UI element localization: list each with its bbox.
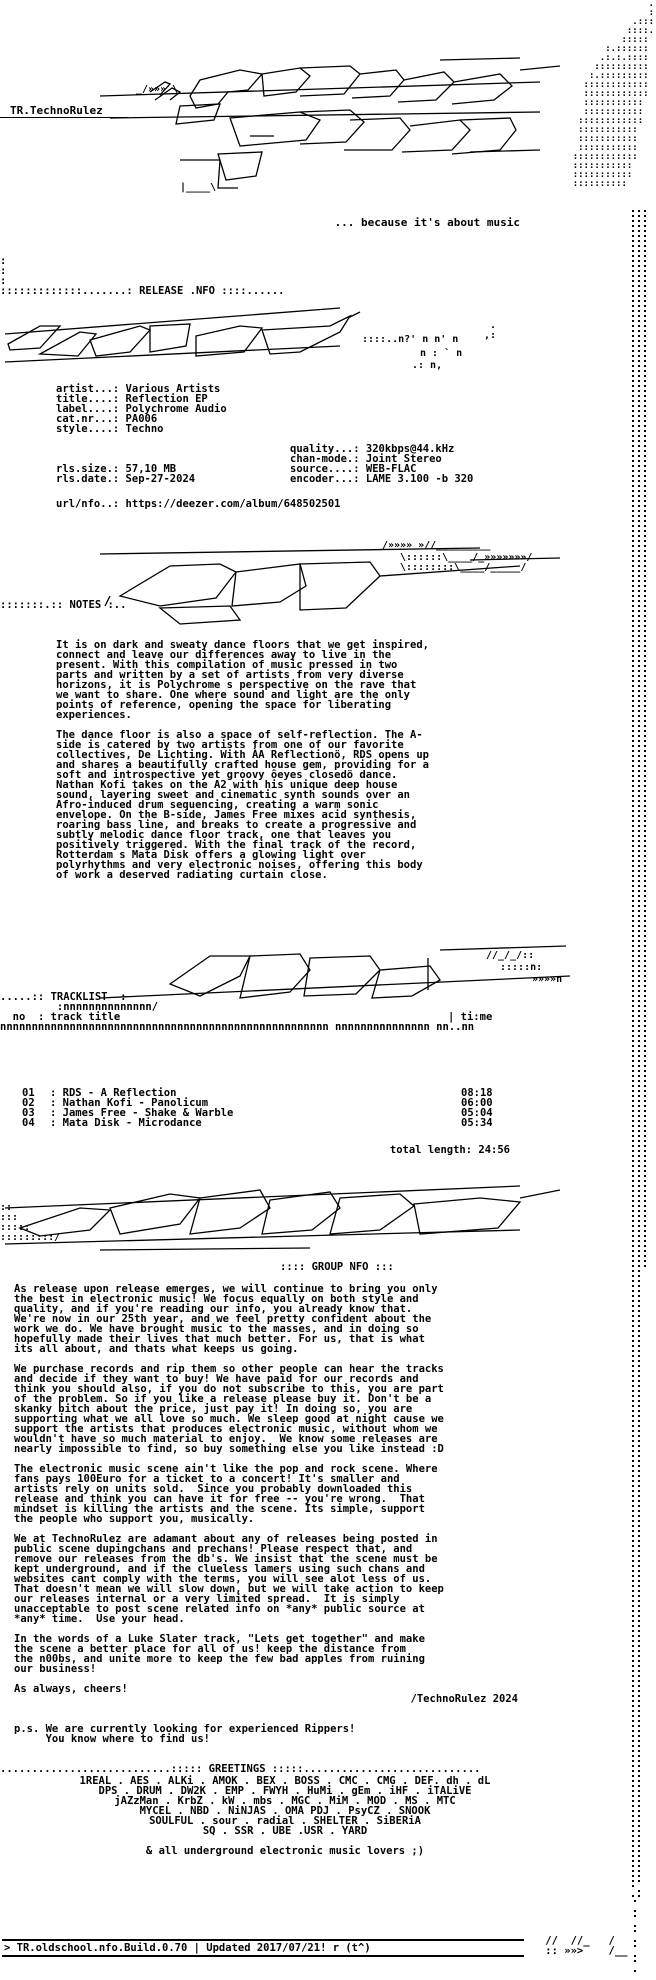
greetings-header-row bbox=[0, 1764, 480, 1774]
group-nfo-label: :::: GROUP NFO ::: bbox=[280, 1261, 394, 1273]
notes-paragraph-2: The dance floor is also a space of self-reflection. The A- side is catered by two artists from one of our favorite collectives, De Lichting. With ÀA Reflectionö, RDS opens up and shares a beautifully crafted house gem, providing for a soft and introspective yet groovy ôeyes closedö dance. Nathan Kofi takes on the A2 with his unique deep house sound, layering sweet and cinematic synth sounds over an Afro-induced drum sequencing, creating a warm sonic envelope. On the B-side, James Free mixes acid synthesis, roaring bass line, and breaks to create a progressive and subtly melodic dance floor track, one that leaves you positively triggered. With the final track of the record, Rotterdam s Mata Disk offers a glowing light over polyrhythms and very electronic noises, offering this body of work a deserved radiating curtain close. bbox=[56, 729, 429, 881]
release-nfo-title-row bbox=[0, 286, 284, 296]
svg-text::::::n:: :::::n: bbox=[500, 962, 543, 973]
style-value: Techno bbox=[125, 423, 164, 435]
tracklist-header-art bbox=[0, 936, 570, 1036]
size-label: rls.size.: bbox=[56, 463, 120, 475]
release-nfo-header-row bbox=[0, 256, 6, 286]
track-time: 05:04 bbox=[461, 1107, 493, 1119]
svg-text:|____\: |____\ bbox=[180, 182, 217, 193]
deezer-logo bbox=[0, 296, 570, 386]
label-value: Polychrome Audio bbox=[125, 403, 227, 415]
track-number: 01 bbox=[22, 1087, 35, 1099]
chanmode-label: chan-mode.: bbox=[290, 453, 360, 465]
notes-header-art bbox=[0, 536, 570, 626]
group-postscript: p.s. We are currently looking for experienced Rippers! You know where to find us! bbox=[14, 1723, 356, 1745]
svg-text:::::..n?' n n' n: ::::..n?' n n' n bbox=[362, 334, 459, 345]
notes-logo bbox=[0, 536, 570, 626]
tagline: ... because it's about music bbox=[334, 216, 520, 229]
svg-text:\::::::\____/_»»»»»»»/: \::::::\____/_»»»»»»»/ bbox=[400, 552, 533, 563]
tracklist-time-col: | ti:me bbox=[448, 1011, 493, 1023]
tracklist-label: .....:: TRACKLIST : bbox=[0, 991, 127, 1003]
svg-text:,:: ,: bbox=[484, 330, 497, 341]
svg-text:_/»»» \: _/»»» \ bbox=[136, 84, 179, 95]
tracklist-rule: nnnnnnnnnnnnnnnnnnnnnnnnnnnnnnnnnnnnnnnnnnnnnnnnnnnn nnnnnnnnnnnnnnn nn..nn bbox=[0, 1021, 475, 1033]
svg-text:\::::::::\____/_____/: \::::::::\____/_____/ bbox=[400, 562, 527, 573]
url-label: url/nfo..: bbox=[56, 498, 120, 510]
title-value: Reflection EP bbox=[125, 393, 208, 405]
group-nfo-header-art bbox=[0, 1168, 570, 1272]
total-length-row bbox=[0, 1145, 510, 1155]
track-number: 03 bbox=[22, 1107, 35, 1119]
footer-deco-art: // //_ / :: »»> /__ bbox=[545, 1935, 628, 1957]
svg-text:::: :: bbox=[0, 1202, 13, 1213]
footer-build-text: > TR.oldschool.nfo.Build.0.70 | Updated 2017/07/21! r (t^) bbox=[4, 1942, 371, 1954]
track-title: : James Free - Shake & Warble bbox=[50, 1107, 234, 1119]
release-info-date bbox=[56, 474, 195, 484]
track-title: : Nathan Kofi - Panolicum bbox=[50, 1097, 209, 1109]
svg-text::::: ::: bbox=[0, 1212, 19, 1223]
source-value: WEB-FLAC bbox=[365, 463, 417, 475]
release-info-encoder bbox=[290, 474, 473, 484]
source-label: source....: bbox=[290, 463, 360, 475]
notes-label: :::::::.:: NOTES :.. bbox=[0, 599, 127, 611]
date-value: Sep-27-2024 bbox=[125, 473, 196, 485]
tracklist-deco-line: :nnnnnnnnnnnnnn/ bbox=[0, 1001, 159, 1013]
svg-text:»»»»n: »»»»n bbox=[532, 974, 563, 985]
encoder-label: encoder...: bbox=[290, 473, 360, 485]
brand-name: TR.TechnoRulez bbox=[10, 104, 103, 117]
group-signature: /TechnoRulez 2024 bbox=[410, 1693, 518, 1705]
date-label: rls.date.: bbox=[56, 473, 120, 485]
svg-text:/»»»» »//_________: /»»»» »//_________ bbox=[382, 540, 491, 551]
title-label: title....: bbox=[56, 393, 120, 405]
svg-text:.: n,: .: n, bbox=[412, 360, 443, 371]
release-tech-info bbox=[290, 444, 473, 484]
svg-text://_/_/::: //_/_/:: bbox=[486, 950, 535, 961]
artist-value: Various Artists bbox=[125, 383, 221, 395]
greetings-header-line: ...........................::::: GREETINGS :::::............................ bbox=[0, 1763, 481, 1775]
group-paragraph-3: The electronic music scene ain't like the pop and rock scene. Where fans pays 100Euro for a ticket to a concert! It's smaller and artists rely on units sold. Since you probably downloaded this release and think you can have it for free -- you're wrong. That mindset is killing the artists and the scene. Its simple, support the people who support you, musically. bbox=[14, 1463, 438, 1525]
track-number: 02 bbox=[22, 1097, 35, 1109]
catnr-value: PA006 bbox=[125, 413, 158, 425]
artist-label: artist...: bbox=[56, 383, 120, 395]
rail-ascii-art: . : .::: ::::. ::::: :.:::::: .:.:.:::: :::::::::: :.::::::::: :::::::::::: :::::::::::: ::::::::::: ::::::::::: :::::::::::: ::::::::::: ::::::::::: ::::::::::: :::::::::::: ::::::::::: ::::::::::: :::::::::: bbox=[572, 0, 654, 189]
greetings-lines: 1REAL . AES . ALKi . AMOK . BEX . BOSS . CMC . CMG . DEF. dh . dL DPS . DRUM . DW2K . EMP . FWYH . HuMi . gEm . iHF . iTALiVE jAZzMan . KrbZ . kW . mbs . MGC . MiM . MOD . MS . MTC MYCEL . NBD . NiNJAS . OMA PDJ . PsyCZ . SNOOK SOULFUL . sour . radial . SHELTER . SiBERiA SQ . SSR . UBE .USR . YARD & all underground electronic music lovers ;) bbox=[79, 1775, 491, 1857]
rail-dots bbox=[568, 0, 654, 1980]
label-label: label....: bbox=[56, 403, 120, 415]
notes-body bbox=[56, 640, 536, 880]
col-title-header: track title bbox=[50, 1011, 121, 1023]
svg-text:.: . bbox=[490, 320, 497, 331]
header-logo-art bbox=[0, 0, 570, 205]
release-info-url bbox=[56, 499, 340, 509]
style-label: style....: bbox=[56, 423, 120, 435]
deezer-logo-art bbox=[0, 296, 570, 386]
track-title: : Mata Disk - Microdance bbox=[50, 1117, 202, 1129]
tracklist bbox=[0, 1088, 520, 1128]
size-value: 57,10 MB bbox=[125, 463, 177, 475]
chanmode-value: Joint Stereo bbox=[365, 453, 442, 465]
group-nfo-logo bbox=[0, 1168, 570, 1272]
release-nfo-label: RELEASE .NFO bbox=[139, 285, 215, 297]
group-paragraph-4: We at TechnoRulez are adamant about any of releases being posted in public scene dupingchans and prechans! Please respect that, and remove our releases from the db's. We insist that the scene must be kept underground, and if the clueless lamers using such chans and websites cant comply with the terms, you will see alot less of us. That doesn't mean we will slow down, but we will take action to keep our releases internal or a very limited spread. It is simply unacceptable to post scene related info on *any* public source at *any* time. Use your head. bbox=[14, 1533, 444, 1625]
footer-deco bbox=[520, 1936, 627, 1956]
right-dot-rail bbox=[568, 0, 654, 1980]
col-time-header: ti:me bbox=[460, 1011, 493, 1023]
url-value[interactable]: https://deezer.com/album/648502501 bbox=[125, 498, 341, 510]
group-paragraph-6: As always, cheers! bbox=[14, 1683, 128, 1695]
quality-label: quality...: bbox=[290, 443, 360, 455]
notes-paragraph-1: It is on dark and sweaty dance floors that we get inspired, connect and leave our differences away to live in the present. With this compilation of music pressed in two parts and written by a set of artists from very diverse horizons, it is Polychrome s perspective on the rave that we want to share. One where sound and light are the only points of reference, opening the space for liberating experiences. bbox=[56, 639, 429, 721]
track-row[interactable] bbox=[0, 1118, 520, 1128]
track-time: 05:34 bbox=[461, 1117, 493, 1129]
release-url-row bbox=[56, 499, 340, 509]
group-nfo-body bbox=[14, 1284, 534, 1744]
tracklist-columns: no : track title bbox=[12, 1011, 121, 1023]
group-paragraph-1: As release upon release emerges, we will continue to bring you only the best in electronic music! We focus equally on both style and quality, and if you're reading our info, you already know that. We're now in our 25th year, and we feel pretty confident about the work we do. We have brought music to the masses, and in doing so hopefully made their lives that much better. For us, that is what its all about, and thats what keeps us going. bbox=[14, 1283, 438, 1355]
svg-text::::::: ::::: bbox=[0, 1222, 31, 1233]
catnr-label: cat.nr...: bbox=[56, 413, 120, 425]
quality-value: 320kbps@44.kHz bbox=[365, 443, 455, 455]
track-time: 08:18 bbox=[461, 1087, 493, 1099]
footer-bar bbox=[2, 1939, 524, 1957]
greetings-list bbox=[0, 1776, 570, 1856]
track-number: 04 bbox=[22, 1117, 35, 1129]
svg-text::::::::::/: :::::::::/ bbox=[0, 1232, 61, 1243]
group-paragraph-5: In the words of a Luke Slater track, "Lets get together" and make the scene a better place for all of us! keep the distance from the n00bs, and unite more to keep the few bad apples from ruining our business! bbox=[14, 1633, 425, 1675]
greetings-label: ::::: GREETINGS ::::: bbox=[170, 1763, 304, 1775]
svg-text:n : ` n: n : ` n bbox=[420, 348, 463, 359]
release-info bbox=[56, 384, 227, 434]
release-size-date bbox=[56, 464, 195, 484]
encoder-value: LAME 3.100 -b 320 bbox=[365, 473, 474, 485]
track-time: 06:00 bbox=[461, 1097, 493, 1109]
brand-underline bbox=[0, 117, 128, 118]
release-nfo-dots-top: : : : bbox=[0, 255, 7, 287]
group-paragraph-2: We purchase records and rip them so other people can hear the tracks and decide if they want to buy! We have paid for our records and think you should also, if you do not subscribe to this, you are part of the problem. So if you like a release please buy it. Don't be a skanky bitch about the price, just pay it! In doing so, you are supporting what we all love so much. We sleep good at night cause we support the artists that produces electronic music, without whom we wouldn't have so much material to enjoy. We know some releases are nearly impossible to find, so buy something else you like instead :D bbox=[14, 1363, 444, 1455]
release-info-style bbox=[56, 424, 227, 434]
release-nfo-title-line: :::::::::::::.......: RELEASE .NFO ::::...... bbox=[0, 285, 285, 297]
total-length: total length: 24:56 bbox=[389, 1144, 510, 1156]
col-no-header: no bbox=[12, 1011, 26, 1023]
techno-rulez-logo bbox=[0, 0, 570, 205]
track-title: : RDS - A Reflection bbox=[50, 1087, 177, 1099]
